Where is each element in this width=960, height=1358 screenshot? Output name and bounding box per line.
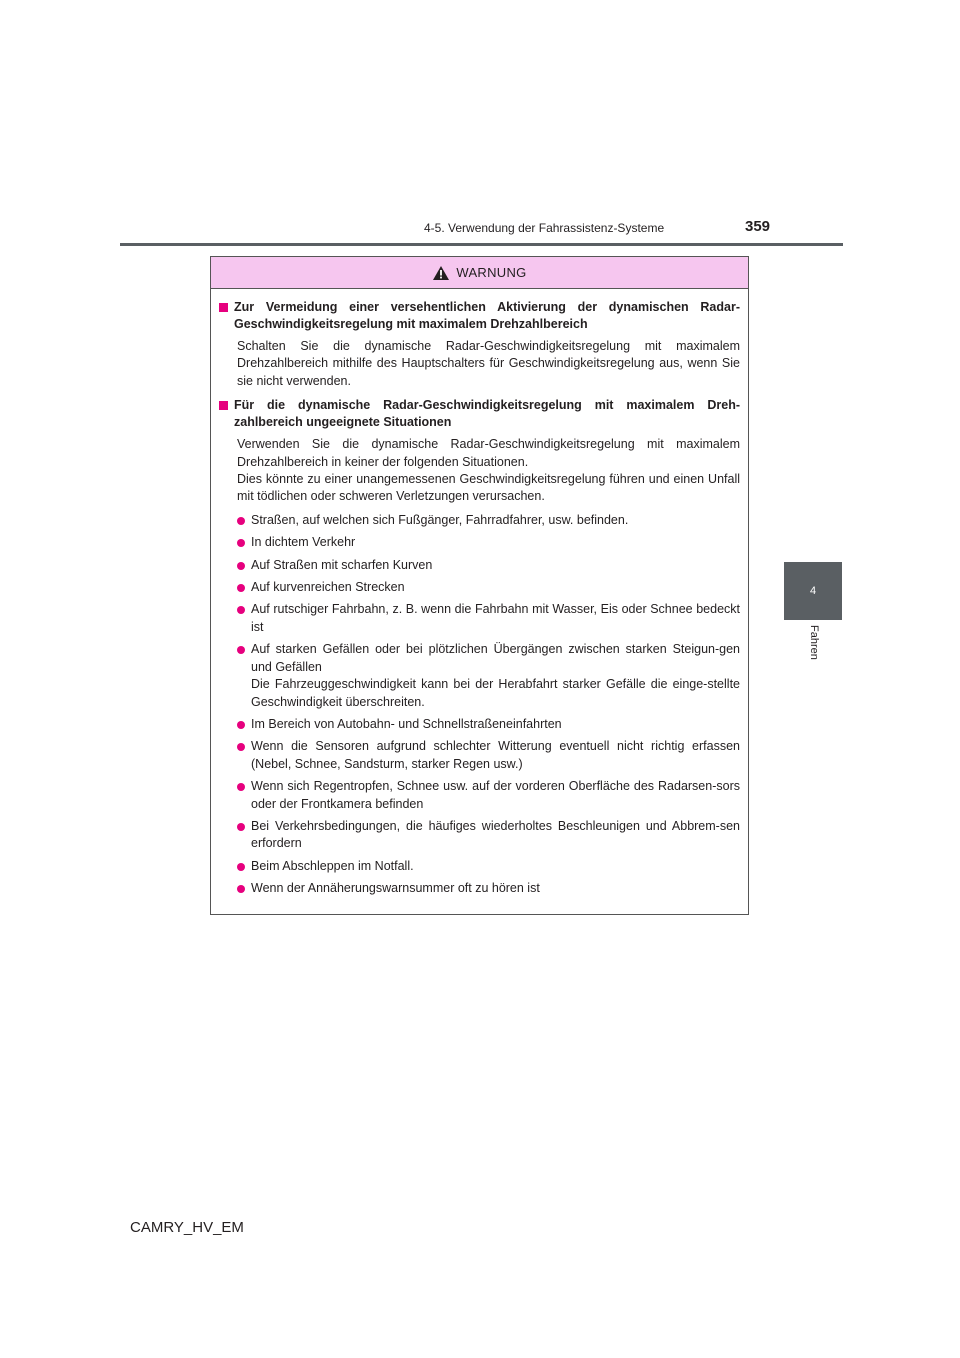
list-item: Auf kurvenreichen Strecken	[237, 579, 740, 596]
list-item: Im Bereich von Autobahn- und Schnellstraßeneinfahrten	[237, 716, 740, 733]
chapter-tab-label: Fahren	[808, 625, 820, 660]
situation-list	[237, 512, 740, 898]
section-heading: Zur Vermeidung einer versehentlichen Aktivierung der dynamischen Radar-Geschwindigkeitsregelung mit maximalem Drehzahlbereich	[219, 299, 740, 333]
list-item: Straßen, auf welchen sich Fußgänger, Fahrradfahrer, usw. befinden.	[237, 512, 740, 529]
pink-bullet-icon	[237, 606, 245, 614]
list-item: Wenn die Sensoren aufgrund schlechter Witterung eventuell nicht richtig erfassen (Nebel, Schnee, Sandsturm, starker Regen usw.)	[237, 738, 740, 773]
warning-section	[219, 299, 740, 390]
section-paragraph: Schalten Sie die dynamische Radar-Geschwindigkeitsregelung mit maximalem Drehzahlbereich mithilfe des Hauptschalters für Geschwindigkeitsregelung aus, wenn Sie sie nicht verwenden.	[237, 339, 740, 388]
pink-square-icon	[219, 401, 228, 410]
footer-code: CAMRY_HV_EM	[130, 1219, 244, 1236]
pink-bullet-icon	[237, 783, 245, 791]
list-item: Bei Verkehrsbedingungen, die häufiges wiederholtes Beschleunigen und Abbrem-sen erfordern	[237, 818, 740, 853]
list-item: In dichtem Verkehr	[237, 534, 740, 551]
warning-body	[211, 289, 748, 898]
list-item: Auf rutschiger Fahrbahn, z. B. wenn die Fahrbahn mit Wasser, Eis oder Schnee bedeckt ist	[237, 601, 740, 636]
pink-bullet-icon	[237, 721, 245, 729]
warning-title: WARNUNG	[456, 265, 527, 280]
list-item: Auf starken Gefällen oder bei plötzlichen Übergängen zwischen starken Steigun-gen und Gefällen Die Fahrzeuggeschwindigkeit kann bei der Herabfahrt starker Gefälle die einge-stellte Geschwindigkeit überschreiten.	[237, 641, 740, 711]
warning-section	[219, 397, 740, 897]
list-item: Beim Abschleppen im Notfall.	[237, 858, 740, 875]
pink-bullet-icon	[237, 646, 245, 654]
pink-bullet-icon	[237, 743, 245, 751]
header-divider	[120, 243, 843, 246]
pink-bullet-icon	[237, 584, 245, 592]
pink-bullet-icon	[237, 885, 245, 893]
chapter-heading: 4-5. Verwendung der Fahrassistenz-Systeme	[424, 221, 665, 235]
list-item: Wenn der Annäherungswarnsummer oft zu hören ist	[237, 880, 740, 897]
pink-bullet-icon	[237, 823, 245, 831]
section-heading: Für die dynamische Radar-Geschwindigkeitsregelung mit maximalem Dreh-zahlbereich ungeeignete Situationen	[219, 397, 740, 431]
chapter-tab[interactable]	[784, 562, 842, 620]
list-item: Auf Straßen mit scharfen Kurven	[237, 557, 740, 574]
pink-bullet-icon	[237, 539, 245, 547]
pink-bullet-icon	[237, 517, 245, 525]
page-number: 359	[745, 218, 771, 235]
pink-bullet-icon	[237, 863, 245, 871]
warning-triangle-icon	[432, 265, 450, 281]
chapter-tab-number: 4	[809, 585, 817, 597]
pink-square-icon	[219, 303, 228, 312]
warning-box	[210, 256, 749, 915]
list-item: Wenn sich Regentropfen, Schnee usw. auf der vorderen Oberfläche des Radarsen-sors oder der Frontkamera befinden	[237, 778, 740, 813]
pink-bullet-icon	[237, 562, 245, 570]
warning-header	[211, 257, 748, 289]
section-paragraph: Verwenden Sie die dynamische Radar-Geschwindigkeitsregelung mit maximalem Drehzahlbereich in keiner der folgenden Situationen. Dies könnte zu einer unangemessenen Geschwindigkeitsregelung führen und einen Unfall mit tödlichen oder schweren Verletzungen verursachen.	[237, 437, 740, 504]
